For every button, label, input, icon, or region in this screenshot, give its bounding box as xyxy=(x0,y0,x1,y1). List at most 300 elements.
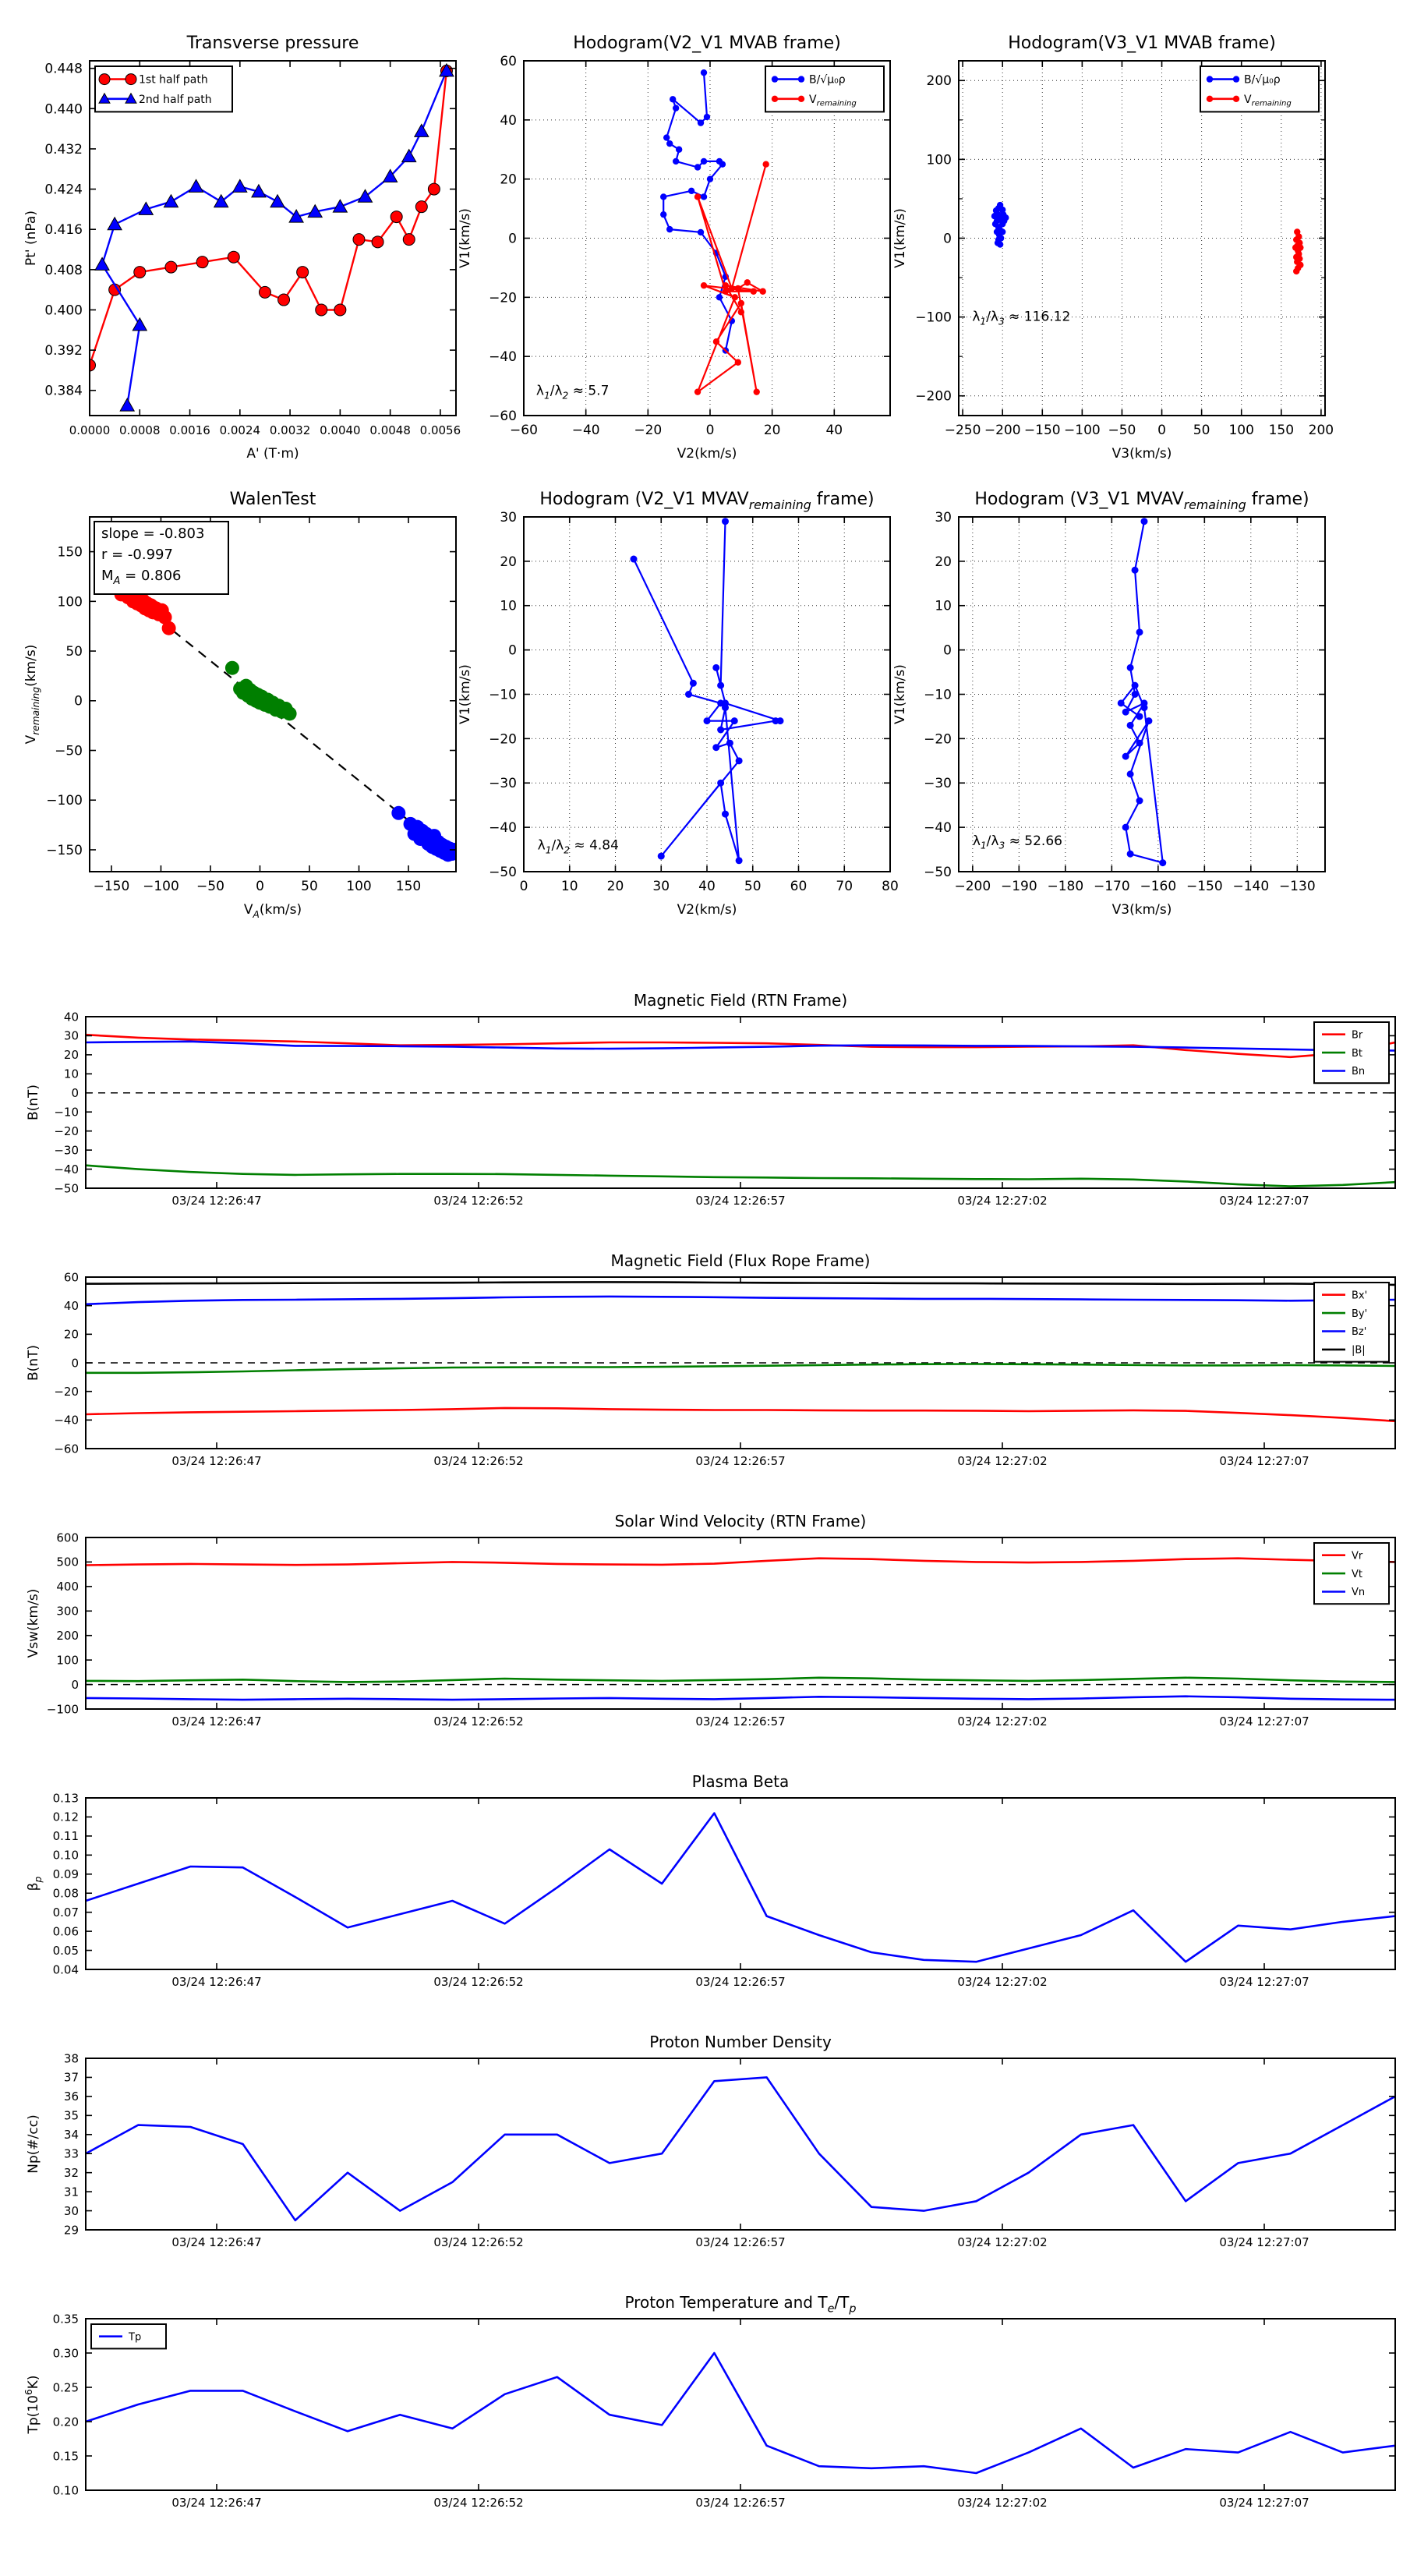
y-tick-label: 30 xyxy=(63,1028,79,1043)
x-tick-label: 0.0008 xyxy=(119,423,161,437)
circle-marker xyxy=(278,294,290,306)
x-axis-label: $V_A(km/s)$ xyxy=(243,902,302,920)
proton-density-plot xyxy=(26,2033,1395,2249)
x-tick-label: 60 xyxy=(790,879,808,894)
x-tick-label: −190 xyxy=(1000,879,1037,894)
x-tick-label: 03/24 12:26:52 xyxy=(433,2496,524,2510)
x-tick-label: 150 xyxy=(395,879,422,894)
x-tick-label: 0 xyxy=(519,879,528,894)
dot-marker xyxy=(666,226,673,232)
legend xyxy=(1314,1283,1389,1362)
dot-marker xyxy=(707,175,713,182)
dot-marker xyxy=(713,338,719,345)
x-tick-label: 03/24 12:27:07 xyxy=(1219,1194,1309,1208)
dot-marker xyxy=(283,706,297,720)
legend-label: |B| xyxy=(1352,1344,1366,1357)
dot-marker xyxy=(660,211,666,218)
triangle-marker xyxy=(402,150,416,162)
dot-marker xyxy=(1136,713,1143,720)
dot-marker xyxy=(726,740,733,747)
dot-marker xyxy=(1136,798,1143,805)
series-by- xyxy=(86,1364,1395,1373)
series-line xyxy=(86,1678,1395,1683)
dot-marker xyxy=(698,229,704,235)
x-tick-label: 03/24 12:27:02 xyxy=(957,1454,1048,1468)
circle-marker xyxy=(297,267,309,278)
circle-marker xyxy=(334,304,346,316)
legend-label: Bz' xyxy=(1352,1326,1367,1339)
dot-marker xyxy=(1140,518,1147,525)
y-tick-label: 0 xyxy=(508,231,517,247)
y-tick-label: 40 xyxy=(500,112,517,129)
legend-label: Bt xyxy=(1352,1047,1363,1060)
dot-marker xyxy=(225,661,239,675)
hodogram-v2v1-mvab-plot xyxy=(458,34,890,462)
dot-marker xyxy=(777,717,784,724)
y-tick-label: −40 xyxy=(54,1162,79,1177)
y-tick-label: −40 xyxy=(489,820,517,837)
lambda-annotation: $\lambda_1/\lambda_2 \approx 4.84$ xyxy=(537,837,619,856)
y-tick-label: 32 xyxy=(63,2165,79,2180)
y-tick-label: −40 xyxy=(489,349,517,366)
dot-marker xyxy=(673,104,679,111)
y-tick-label: 600 xyxy=(56,1530,79,1545)
x-tick-label: 03/24 12:26:57 xyxy=(695,2496,786,2510)
lambda-annotation: $\lambda_1/\lambda_3 \approx 116.12$ xyxy=(972,309,1071,327)
x-tick-label: −170 xyxy=(1093,879,1130,894)
plot-title: Hodogram(V3_V1 MVAB frame) xyxy=(1008,34,1276,53)
dot-marker xyxy=(798,76,804,82)
stats-box xyxy=(94,522,228,594)
y-axis-label: Np(#/cc) xyxy=(26,2114,41,2174)
circle-marker xyxy=(99,74,110,85)
x-tick-label: 0.0040 xyxy=(320,423,361,437)
y-tick-label: 0.09 xyxy=(52,1867,79,1882)
y-tick-label: 0.10 xyxy=(52,2483,79,2498)
ticks xyxy=(53,1791,1395,1989)
dot-marker xyxy=(631,556,638,563)
triangle-marker xyxy=(95,257,109,270)
legend-label: $V_{remaining}$ xyxy=(1244,93,1292,108)
grid xyxy=(524,517,890,872)
x-tick-label: −150 xyxy=(93,879,130,894)
y-tick-label: 34 xyxy=(63,2128,79,2143)
dot-marker xyxy=(716,294,723,300)
x-tick-label: −100 xyxy=(143,879,179,894)
dot-marker xyxy=(701,193,707,200)
y-tick-label: 0.08 xyxy=(52,1886,79,1901)
dot-marker xyxy=(658,853,665,860)
b-flux-rope-plot xyxy=(26,1251,1395,1468)
y-tick-label: 37 xyxy=(63,2070,79,2085)
x-tick-label: −180 xyxy=(1047,879,1084,894)
x-tick-label: −20 xyxy=(634,423,663,438)
y-axis-label: V1(km/s) xyxy=(892,664,908,724)
ticks xyxy=(924,510,1325,894)
legend-label: Vn xyxy=(1352,1587,1366,1599)
y-tick-label: 20 xyxy=(500,554,517,570)
dot-marker xyxy=(744,279,751,285)
x-tick-label: 03/24 12:26:52 xyxy=(433,2235,524,2249)
dot-marker xyxy=(1127,664,1134,671)
y-tick-label: 20 xyxy=(63,1048,79,1063)
y-tick-label: 0.05 xyxy=(52,1943,79,1958)
x-tick-label: 03/24 12:26:52 xyxy=(433,1194,524,1208)
lambda-annotation: $\lambda_1/\lambda_3 \approx 52.66$ xyxy=(972,833,1062,851)
dot-marker xyxy=(1159,859,1166,866)
x-tick-label: −160 xyxy=(1140,879,1177,894)
y-tick-label: −50 xyxy=(55,743,83,759)
y-tick-label: 0.400 xyxy=(44,303,83,319)
circle-marker xyxy=(428,183,440,195)
dot-marker xyxy=(736,857,743,864)
y-tick-label: 0.07 xyxy=(52,1905,79,1920)
y-tick-label: 100 xyxy=(57,594,83,610)
dot-marker xyxy=(1118,699,1125,706)
proton-temperature-plot xyxy=(23,2293,1395,2510)
dot-marker xyxy=(701,158,707,165)
series-b-sqrt-mu0-rho- xyxy=(660,69,735,354)
x-tick-label: 03/24 12:27:07 xyxy=(1219,2496,1309,2510)
dot-marker xyxy=(1127,770,1134,777)
y-tick-label: 0.10 xyxy=(52,1848,79,1863)
y-tick-label: 0.448 xyxy=(44,61,83,77)
y-tick-label: 300 xyxy=(56,1604,79,1619)
dot-marker xyxy=(997,241,1003,247)
legend-label: 1st half path xyxy=(139,73,208,87)
series-np xyxy=(86,2077,1395,2220)
y-axis-label: $Tp(10^6K)$ xyxy=(23,2375,41,2434)
x-tick-label: 03/24 12:27:02 xyxy=(957,2496,1048,2510)
grid xyxy=(959,517,1325,872)
x-tick-label: 50 xyxy=(301,879,318,894)
x-tick-label: 100 xyxy=(346,879,372,894)
x-tick-label: 200 xyxy=(1308,423,1334,438)
dot-marker xyxy=(690,680,697,687)
y-tick-label: −20 xyxy=(924,731,952,748)
y-tick-label: 40 xyxy=(63,1010,79,1024)
dot-marker xyxy=(676,147,682,153)
dot-marker xyxy=(670,96,676,102)
y-tick-label: 0.04 xyxy=(52,1962,79,1977)
y-tick-label: −20 xyxy=(489,290,517,306)
x-tick-label: 03/24 12:27:07 xyxy=(1219,1454,1309,1468)
y-axis-label: $V_{remaining}(km/s)$ xyxy=(23,644,41,745)
y-tick-label: 30 xyxy=(500,509,517,525)
dot-marker xyxy=(694,388,701,395)
dot-marker xyxy=(391,806,405,820)
dot-marker xyxy=(663,134,670,140)
legend xyxy=(1314,1022,1389,1083)
y-tick-label: 100 xyxy=(926,152,952,168)
dot-marker xyxy=(704,717,711,724)
dot-marker xyxy=(735,285,741,292)
x-tick-label: 50 xyxy=(1193,423,1210,438)
x-tick-label: 03/24 12:27:07 xyxy=(1219,1975,1309,1989)
x-tick-label: −130 xyxy=(1278,879,1316,894)
dot-marker xyxy=(1233,76,1239,82)
legend-label: Br xyxy=(1352,1029,1363,1042)
circle-marker xyxy=(372,236,383,248)
dot-marker xyxy=(738,309,744,315)
y-axis-label: Vsw(km/s) xyxy=(26,1588,41,1658)
x-tick-label: 03/24 12:27:02 xyxy=(957,1194,1048,1208)
x-tick-label: −40 xyxy=(571,423,600,438)
y-tick-label: −10 xyxy=(54,1105,79,1120)
dot-marker xyxy=(1292,244,1299,250)
plot-title: Proton Temperature and $T_e/T_p$ xyxy=(624,2293,857,2316)
y-tick-label: 0.13 xyxy=(52,1791,79,1806)
series-middle-third xyxy=(225,661,297,721)
dot-marker xyxy=(712,744,719,751)
x-tick-label: 03/24 12:27:02 xyxy=(957,1714,1048,1729)
x-tick-label: 20 xyxy=(763,423,781,438)
y-tick-label: −50 xyxy=(489,864,517,880)
triangle-marker xyxy=(133,318,147,331)
stats-line: $M_A = 0.806$ xyxy=(101,568,182,587)
x-tick-label: −50 xyxy=(196,879,224,894)
y-tick-label: 0.384 xyxy=(44,383,83,399)
legend-label: B/√μ₀ρ xyxy=(1244,73,1281,87)
legend-label: B/√μ₀ρ xyxy=(809,73,846,87)
grid xyxy=(959,61,1325,416)
legend-label: Tp xyxy=(129,2331,142,2344)
y-tick-label: 0.06 xyxy=(52,1924,79,1939)
y-tick-label: −60 xyxy=(489,408,517,424)
series-b-sqrt-mu0-rho- xyxy=(991,202,1009,248)
y-tick-label: 0 xyxy=(71,1356,79,1371)
y-tick-label: −10 xyxy=(489,687,517,703)
dot-marker xyxy=(1122,709,1129,716)
dot-marker xyxy=(729,285,735,292)
triangle-marker xyxy=(359,189,373,202)
x-tick-label: 0.0056 xyxy=(419,423,461,437)
y-tick-label: 38 xyxy=(63,2051,79,2066)
stats-line: slope = -0.803 xyxy=(101,525,205,542)
y-tick-label: 0.12 xyxy=(52,1810,79,1824)
y-tick-label: 35 xyxy=(63,2108,79,2123)
circle-marker xyxy=(134,267,146,278)
ticks xyxy=(64,2051,1395,2249)
dot-marker xyxy=(1207,76,1213,82)
y-tick-label: 31 xyxy=(63,2185,79,2199)
x-tick-label: 03/24 12:26:57 xyxy=(695,1714,786,1729)
dot-marker xyxy=(723,288,729,295)
dot-marker xyxy=(1122,753,1129,760)
y-tick-label: 0 xyxy=(943,642,952,659)
x-tick-label: 40 xyxy=(698,879,716,894)
x-tick-label: 0.0000 xyxy=(69,423,111,437)
x-tick-label: 03/24 12:26:52 xyxy=(433,1454,524,1468)
series-bx- xyxy=(86,1408,1395,1421)
y-tick-label: 33 xyxy=(63,2146,79,2161)
x-axis-label: V3(km/s) xyxy=(1111,446,1172,462)
circle-marker xyxy=(391,211,402,223)
y-tick-label: −20 xyxy=(54,1123,79,1138)
dot-marker xyxy=(717,682,724,689)
dot-marker xyxy=(673,158,679,165)
x-tick-label: −150 xyxy=(1186,879,1223,894)
x-tick-label: 03/24 12:26:47 xyxy=(171,2235,262,2249)
y-tick-label: 200 xyxy=(926,73,952,90)
x-tick-label: 80 xyxy=(882,879,899,894)
legend-label: By' xyxy=(1352,1307,1368,1320)
y-tick-label: 10 xyxy=(935,598,952,614)
y-tick-label: −40 xyxy=(54,1413,79,1428)
axes-spines xyxy=(86,2319,1395,2490)
y-axis-label: B(nT) xyxy=(26,1084,41,1121)
triangle-marker xyxy=(108,218,122,230)
dot-marker xyxy=(1136,740,1143,747)
y-tick-label: −50 xyxy=(54,1181,79,1196)
series-line xyxy=(698,165,766,392)
dot-marker xyxy=(1293,268,1299,274)
circle-marker xyxy=(228,251,239,263)
dot-marker xyxy=(722,811,729,818)
b-rtn-plot xyxy=(26,991,1395,1208)
y-tick-label: 0.432 xyxy=(44,141,83,157)
triangle-marker xyxy=(270,195,284,207)
y-tick-label: 0.416 xyxy=(44,222,83,239)
dot-marker xyxy=(731,717,738,724)
legend-label: Bx' xyxy=(1352,1290,1368,1302)
y-tick-label: 50 xyxy=(65,644,83,660)
series-line xyxy=(86,1408,1395,1421)
dot-marker xyxy=(1207,96,1213,102)
y-tick-label: −30 xyxy=(924,776,952,792)
y-tick-label: 0 xyxy=(74,693,83,709)
dot-marker xyxy=(1140,704,1147,711)
x-tick-label: −50 xyxy=(1108,423,1136,438)
circle-marker xyxy=(316,304,327,316)
dot-marker xyxy=(719,161,726,168)
y-axis-label: V1(km/s) xyxy=(892,208,908,268)
y-tick-label: 0.440 xyxy=(44,101,83,118)
y-tick-label: −30 xyxy=(489,776,517,792)
plot-title: Hodogram (V2_V1 $MVAV_{remaining}$ frame) xyxy=(539,490,875,513)
x-tick-label: 0.0032 xyxy=(269,423,311,437)
dot-marker xyxy=(751,288,757,295)
y-tick-label: 0.35 xyxy=(52,2312,79,2327)
y-tick-label: −100 xyxy=(46,1702,79,1717)
dot-marker xyxy=(701,282,707,288)
dot-marker xyxy=(772,76,778,82)
x-tick-label: 40 xyxy=(825,423,843,438)
y-tick-label: 0.25 xyxy=(52,2380,79,2395)
series-beta-p xyxy=(86,1813,1395,1962)
triangle-marker xyxy=(333,200,347,212)
plot-title: Hodogram (V3_V1 $MVAV_{remaining}$ frame) xyxy=(974,490,1309,513)
x-axis-label: V3(km/s) xyxy=(1111,902,1172,918)
triangle-marker xyxy=(189,179,203,192)
dot-marker xyxy=(701,69,707,76)
x-tick-label: 03/24 12:26:57 xyxy=(695,2235,786,2249)
y-tick-label: 200 xyxy=(56,1628,79,1643)
dot-marker xyxy=(798,96,804,102)
circle-marker xyxy=(415,201,427,213)
x-tick-label: 03/24 12:26:52 xyxy=(433,1975,524,1989)
x-tick-label: 03/24 12:26:57 xyxy=(695,1194,786,1208)
y-tick-label: 0.408 xyxy=(44,262,83,278)
legend xyxy=(1200,66,1319,111)
legend-label: Vr xyxy=(1352,1550,1363,1562)
x-tick-label: −60 xyxy=(510,423,538,438)
x-tick-label: 10 xyxy=(560,879,578,894)
x-tick-label: −250 xyxy=(944,423,981,438)
axes-spines xyxy=(90,61,456,416)
y-tick-label: 30 xyxy=(63,2203,79,2218)
dot-marker xyxy=(1233,96,1239,102)
y-tick-label: −60 xyxy=(54,1442,79,1456)
series-line xyxy=(86,2077,1395,2220)
triangle-marker xyxy=(164,195,178,207)
series-line xyxy=(86,2353,1395,2473)
legend-label: 2nd half path xyxy=(139,93,212,106)
dot-marker xyxy=(772,96,778,102)
y-tick-label: 0 xyxy=(71,1086,79,1101)
series-bz- xyxy=(86,1297,1395,1304)
plot-title: Magnetic Field (RTN Frame) xyxy=(633,991,848,1010)
x-tick-label: 0.0024 xyxy=(219,423,261,437)
hodogram-v2v1-mvav-plot xyxy=(458,490,899,918)
dot-marker xyxy=(754,388,760,395)
y-tick-label: 40 xyxy=(63,1298,79,1313)
circle-marker xyxy=(196,257,208,268)
x-tick-label: 03/24 12:26:47 xyxy=(171,1454,262,1468)
dot-marker xyxy=(698,119,704,126)
dot-marker xyxy=(732,294,738,300)
series-line xyxy=(86,1697,1395,1700)
dot-marker xyxy=(759,288,765,295)
legend-label: $V_{remaining}$ xyxy=(809,93,857,108)
y-tick-label: 0.11 xyxy=(52,1829,79,1844)
plasma-beta-plot xyxy=(26,1772,1395,1989)
y-tick-label: −50 xyxy=(924,864,952,880)
vsw-rtn-plot xyxy=(26,1512,1395,1729)
x-axis-label: V2(km/s) xyxy=(677,902,737,918)
y-tick-label: 0.20 xyxy=(52,2415,79,2429)
y-tick-label: −150 xyxy=(46,842,83,858)
x-tick-label: 20 xyxy=(606,879,624,894)
y-tick-label: −20 xyxy=(54,1384,79,1399)
series-vr xyxy=(86,1559,1395,1566)
x-tick-label: 03/24 12:26:57 xyxy=(695,1975,786,1989)
dot-marker xyxy=(1136,628,1143,635)
x-tick-label: 0 xyxy=(705,423,715,438)
series-vn xyxy=(86,1697,1395,1700)
x-axis-label: V2(km/s) xyxy=(677,446,737,462)
y-tick-label: 0.392 xyxy=(44,343,83,359)
series-line xyxy=(102,71,447,405)
y-tick-label: 29 xyxy=(63,2223,79,2238)
x-tick-label: −140 xyxy=(1232,879,1270,894)
dot-marker xyxy=(1122,824,1129,831)
y-tick-label: −40 xyxy=(924,820,952,837)
dot-marker xyxy=(717,727,724,734)
x-tick-label: 03/24 12:26:52 xyxy=(433,1714,524,1729)
transverse-pressure-plot xyxy=(23,34,461,462)
dot-marker xyxy=(1127,851,1134,858)
y-tick-label: 60 xyxy=(500,53,517,69)
dot-marker xyxy=(717,780,724,787)
y-tick-label: 0 xyxy=(508,642,517,659)
dot-marker xyxy=(723,282,729,288)
x-tick-label: −150 xyxy=(1023,423,1061,438)
circle-marker xyxy=(353,234,365,246)
x-tick-label: 03/24 12:27:02 xyxy=(957,2235,1048,2249)
series-line xyxy=(86,1559,1395,1566)
series-tp xyxy=(86,2353,1395,2473)
